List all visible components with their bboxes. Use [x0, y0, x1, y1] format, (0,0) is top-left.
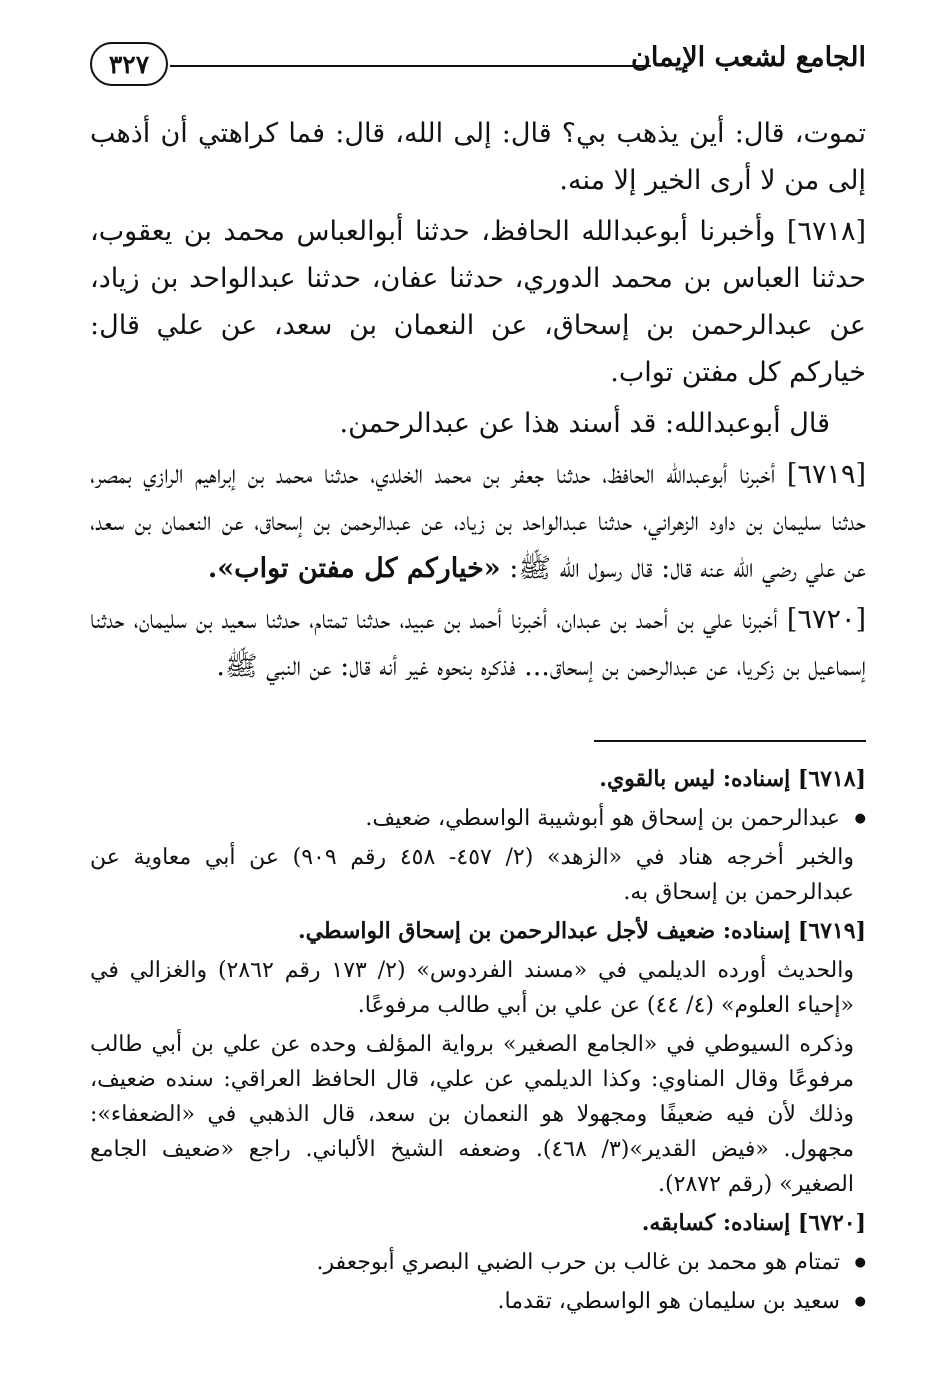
hadith-6719-quote: «خياركم كل مفتن تواب».: [207, 553, 501, 584]
footnote-separator: [594, 740, 866, 742]
header-rule: [170, 65, 651, 67]
main-text: [90, 110, 866, 694]
footnote-6718-bullet: ● عبدالرحمن بن إسحاق هو أبوشيبة الواسطي، ضعيف.: [90, 801, 866, 836]
hadith-6719: [90, 451, 866, 592]
footnote-6720-head: [٦٧٢٠] إسناده: كسابقه.: [641, 1210, 866, 1236]
hadith-6719-text: [٦٧١٩] أخبرنا أبوعبدالله الحافظ، حدثنا جعفر بن محمد الخلدي، حدثنا محمد بن إبراهيم الرازي بمصر، حدثنا سليمان بن داود الزهراني، حدثنا عبدالواحد بن زياد، عن عبدالرحمن بن إسحاق، عن النعمان بن سعد، عن علي رضي الله عنه قال: قال رسول الله ﷺ:: [90, 459, 866, 584]
page-number: ٣٢٧: [90, 42, 168, 86]
footnotes: [90, 762, 866, 1323]
footnote-6719-text-2: وذكره السيوطي في «الجامع الصغير» برواية المؤلف وحده عن علي بن أبي طالب مرفوعًا وقال المناوي: وكذا الديلمي عن علي، قال الحافظ العراقي: سنده ضعيف، وذلك لأن فيه ضعيفًا ومجهولا هو النعمان بن سعد، قال الذهبي في «الضعفاء»: مجهول. «فيض القدير»(٣/ ٤٦٨). وضعفه الشيخ الألباني. راجع «ضعيف الجامع الصغير» (رقم ٢٨٧٢).: [90, 1032, 855, 1197]
footnote-6718-head: [٦٧١٨] إسناده: ليس بالقوي.: [599, 766, 866, 792]
author-comment: قال أبوعبدالله: قد أسند هذا عن عبدالرحمن.: [339, 408, 830, 439]
hadith-6718: [٦٧١٨] وأخبرنا أبوعبدالله الحافظ، حدثنا أبوالعباس محمد بن يعقوب، حدثنا العباس بن محمد الدوري، حدثنا عفان، حدثنا عبدالواحد بن زياد، عن عبدالرحمن بن إسحاق، عن النعمان بن سعد، عن علي قال: خياركم كل مفتن تواب.: [90, 216, 866, 388]
hadith-6720: [٦٧٢٠] أخبرنا علي بن أحمد بن عبدان، أخبرنا أحمد بن عبيد، حدثنا تمتام، حدثنا سعيد بن سليمان، حدثنا إسماعيل بن زكريا، عن عبدالرحمن بن إسحاق... فذكره بنحوه غير أنه قال: عن النبي ﷺ.: [90, 604, 866, 682]
paragraph-continuation: تموت، قال: أين يذهب بي؟ قال: إلى الله، قال: فما كراهتي أن أذهب إلى من لا أرى الخير إلا منه.: [90, 118, 866, 196]
book-title: الجامع لشعب الإيمان: [631, 42, 866, 73]
page-header: [90, 40, 866, 96]
footnote-6720-bullet-1: ● تمتام هو محمد بن غالب بن حرب الضبي البصري أبوجعفر.: [90, 1245, 866, 1280]
footnote-6718-text: والخبر أخرجه هناد في «الزهد» (٢/ ٤٥٧- ٤٥٨ رقم ٩٠٩) عن أبي معاوية عن عبدالرحمن بن إسحاق به.: [90, 845, 854, 905]
footnote-6719-text-1: والحديث أورده الديلمي في «مسند الفردوس» (٢/ ١٧٣ رقم ٢٨٦٢) والغزالي في «إحياء العلوم» (٤/ ٤٤) عن علي بن أبي طالب مرفوعًا.: [90, 958, 854, 1018]
footnote-6720-bullet-2: ● سعيد بن سليمان هو الواسطي، تقدما.: [90, 1284, 866, 1319]
footnote-6719-head: [٦٧١٩] إسناده: ضعيف لأجل عبدالرحمن بن إسحاق الواسطي.: [297, 918, 866, 944]
